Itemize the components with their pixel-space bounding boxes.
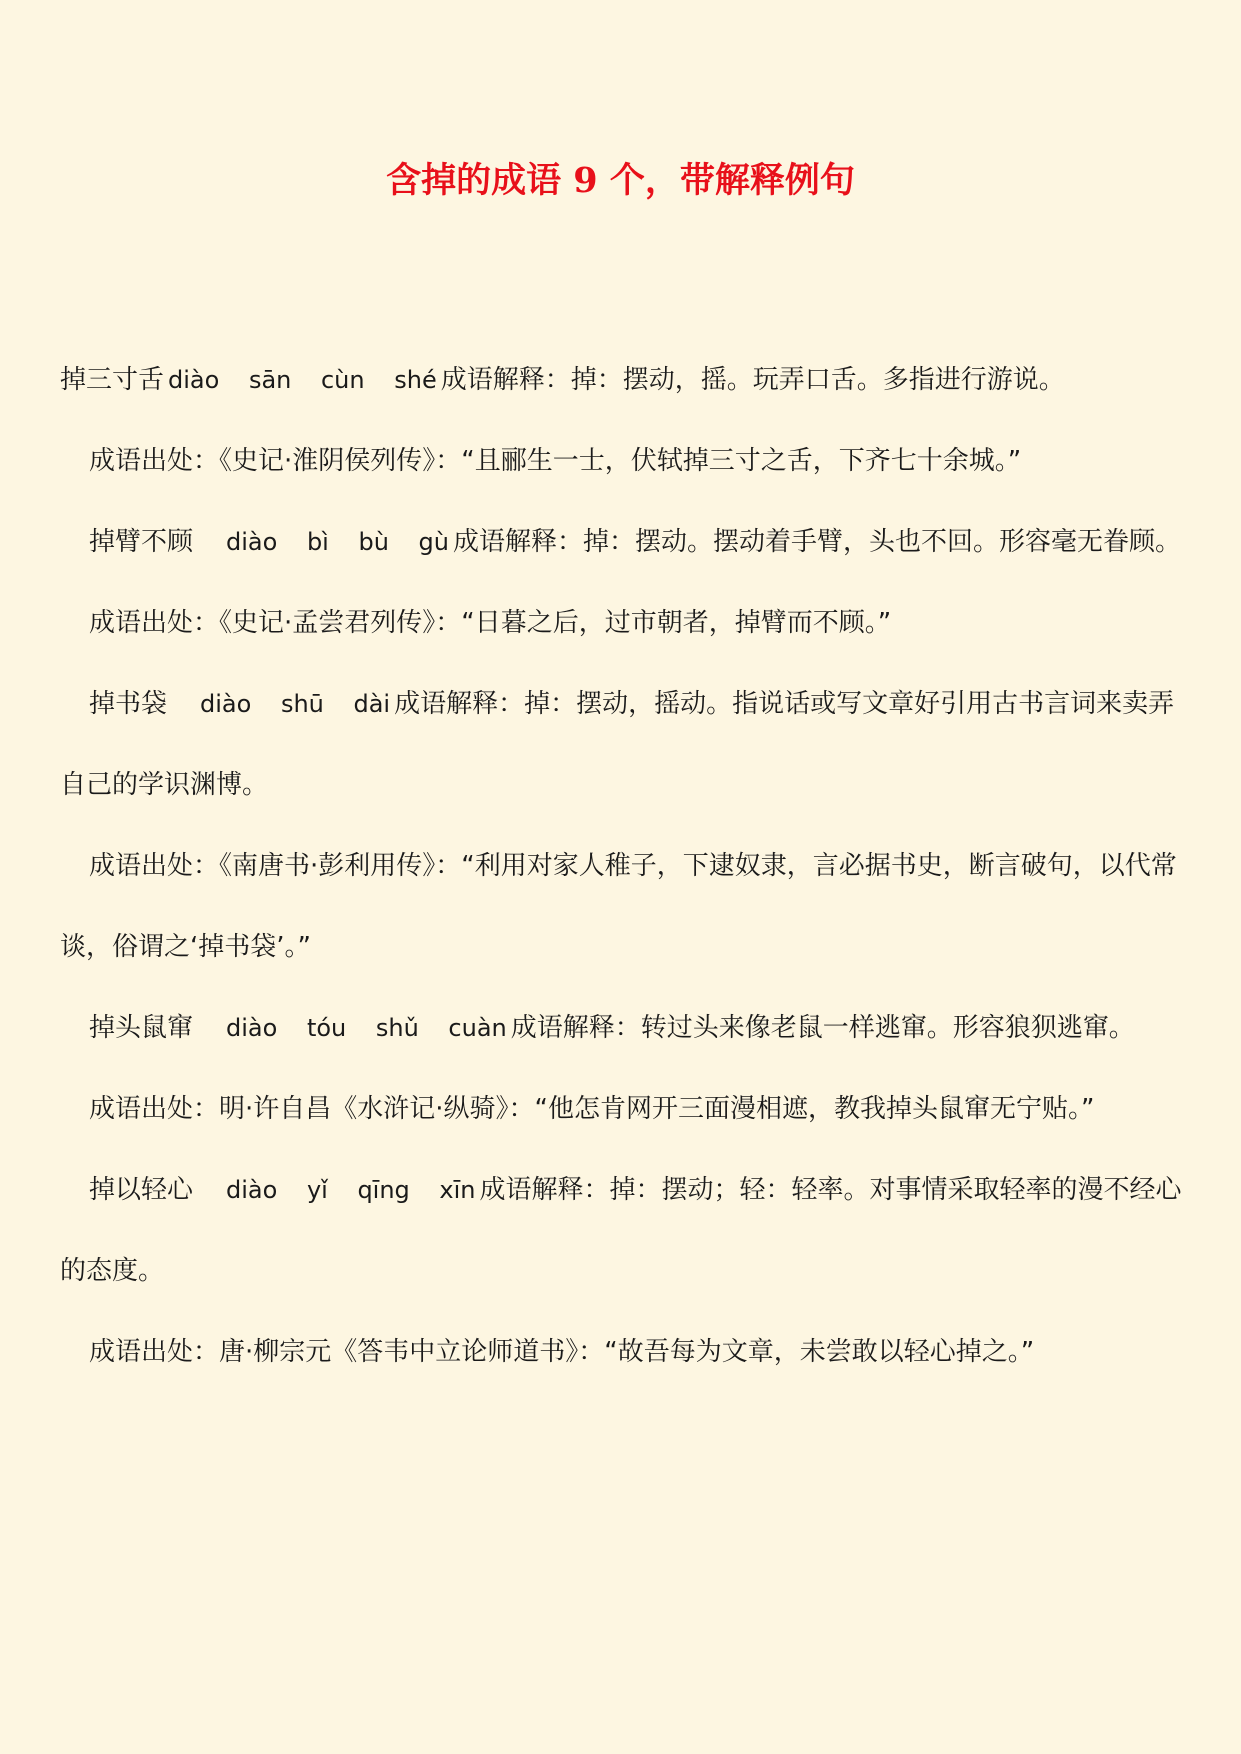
idiom-term: 掉头鼠窜 (89, 1013, 194, 1043)
idiom-entry-4 (60, 988, 1190, 1069)
idiom-term: 掉三寸舌 (60, 365, 165, 395)
idiom-term: 掉臂不顾 (89, 527, 194, 557)
idiom-source-5: 成语出处：唐·柳宗元《答韦中立论师道书》：“故吾每为文章，未尝敢以轻心掉之。” (89, 1337, 1035, 1367)
idiom-explanation: 成语解释：掉：摆动，摇。玩弄口舌。多指进行游说。 (440, 365, 1065, 395)
idiom-explanation: 成语解释：转过头来像老鼠一样逃窜。形容狼狈逃窜。 (510, 1013, 1135, 1043)
idiom-entry-3 (60, 664, 1190, 826)
idiom-pinyin: diào bì bù gù (226, 528, 449, 556)
idiom-entry-5 (60, 1150, 1190, 1312)
idiom-entry-2 (60, 502, 1190, 583)
idiom-source-3: 成语出处：《南唐书·彭利用传》：“利用对家人稚子，下逮奴隶，言必据书史，断言破句，以代常谈，俗谓之‘掉书袋’。” (60, 851, 1177, 962)
idiom-term: 掉书袋 (89, 689, 168, 719)
idiom-pinyin: diào tóu shǔ cuàn (226, 1014, 507, 1042)
document-body (60, 340, 1190, 1393)
idiom-source-2: 成语出处：《史记·孟尝君列传》：“日暮之后，过市朝者，掉臂而不顾。” (89, 608, 892, 638)
idiom-pinyin: diào yǐ qīng xīn (226, 1176, 476, 1204)
idiom-pinyin: diào shū dài (200, 690, 391, 718)
idiom-explanation: 成语解释：掉：摆动；轻：轻率。对事情采取轻率的漫不经心的态度。 (60, 1175, 1182, 1286)
idiom-source-1: 成语出处：《史记·淮阴侯列传》：“且郦生一士，伏轼掉三寸之舌，下齐七十余城。” (89, 446, 1022, 476)
idiom-source-4: 成语出处：明·许自昌《水浒记·纵骑》：“他怎肯网开三面漫相遮，教我掉头鼠窜无宁贴。” (89, 1094, 1095, 1124)
idiom-explanation: 成语解释：掉：摆动，摇动。指说话或写文章好引用古书言词来卖弄自己的学识渊博。 (60, 689, 1175, 800)
idiom-pinyin: diào sān cùn shé (168, 366, 437, 394)
idiom-explanation: 成语解释：掉：摆动。摆动着手臂，头也不回。形容毫无眷顾。 (453, 527, 1182, 557)
idiom-entry-1 (60, 340, 1190, 421)
document-title: 含掉的成语 9 个，带解释例句 (386, 160, 855, 201)
idiom-term: 掉以轻心 (89, 1175, 194, 1205)
